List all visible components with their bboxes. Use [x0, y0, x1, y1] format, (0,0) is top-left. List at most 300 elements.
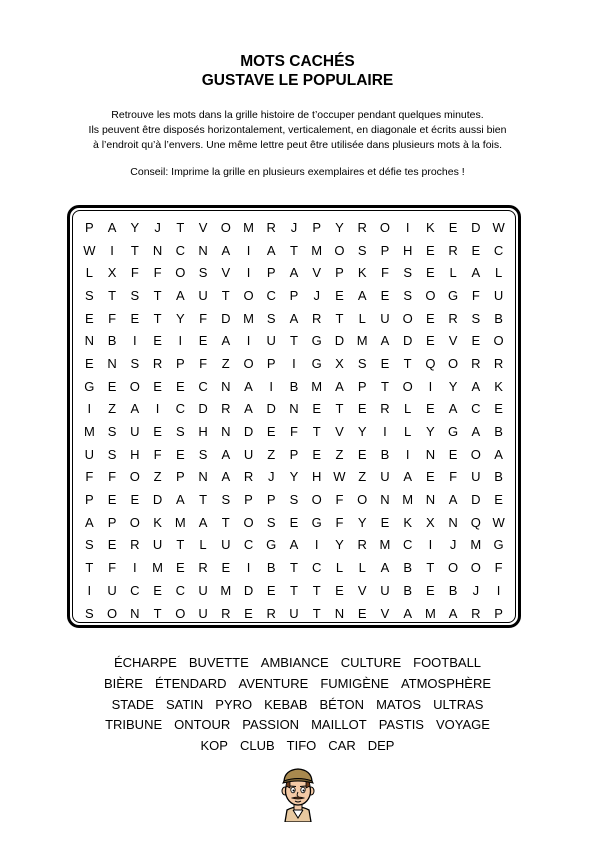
grid-cell[interactable]: G — [493, 537, 504, 553]
grid-cell[interactable]: T — [290, 560, 298, 576]
grid-cell[interactable]: I — [133, 333, 137, 349]
grid-cell[interactable]: W — [492, 219, 505, 235]
grid-cell[interactable]: U — [243, 446, 254, 462]
grid-cell[interactable]: F — [449, 469, 458, 485]
grid-cell[interactable]: O — [357, 492, 368, 508]
grid-cell[interactable]: V — [448, 333, 458, 349]
grid-cell[interactable]: E — [357, 401, 367, 417]
grid-cell[interactable]: C — [198, 378, 208, 394]
grid-cell[interactable]: R — [357, 537, 367, 553]
grid-cell[interactable]: A — [448, 401, 458, 417]
grid-cell[interactable]: F — [153, 265, 162, 281]
grid-cell[interactable]: A — [244, 378, 253, 394]
grid-cell[interactable]: E — [357, 446, 367, 462]
grid-cell[interactable]: N — [425, 492, 436, 508]
grid-cell[interactable]: G — [311, 355, 322, 371]
grid-cell[interactable]: D — [221, 310, 231, 326]
grid-cell[interactable]: F — [108, 310, 117, 326]
grid-cell[interactable]: I — [383, 424, 387, 440]
grid-cell[interactable]: D — [198, 401, 208, 417]
grid-cell[interactable]: O — [448, 560, 459, 576]
grid-cell[interactable]: Z — [153, 469, 162, 485]
grid-cell[interactable]: A — [471, 424, 481, 440]
grid-cell[interactable]: N — [84, 333, 95, 349]
grid-cell[interactable]: T — [153, 287, 162, 303]
grid-cell[interactable]: O — [175, 605, 186, 621]
grid-cell[interactable]: E — [107, 492, 117, 508]
grid-cell[interactable]: R — [448, 242, 458, 258]
grid-cell[interactable]: C — [175, 401, 185, 417]
grid-cell[interactable]: R — [130, 537, 140, 553]
grid-cell[interactable]: E — [175, 560, 185, 576]
grid-cell[interactable]: R — [312, 310, 322, 326]
grid-cell[interactable]: Y — [175, 310, 185, 326]
grid-cell[interactable]: N — [380, 492, 390, 508]
grid-cell[interactable]: A — [221, 446, 231, 462]
grid-cell[interactable]: O — [243, 514, 254, 530]
grid-cell[interactable]: I — [246, 333, 251, 349]
grid-cell[interactable]: M — [152, 560, 163, 576]
grid-cell[interactable]: Y — [335, 537, 344, 553]
grid-cell[interactable]: A — [130, 401, 140, 417]
grid-cell[interactable]: E — [85, 355, 94, 371]
grid-cell[interactable]: H — [402, 242, 413, 258]
grid-cell[interactable]: L — [404, 401, 412, 417]
grid-cell[interactable]: A — [221, 469, 231, 485]
grid-cell[interactable]: E — [289, 514, 299, 530]
grid-cell[interactable]: Y — [335, 219, 344, 235]
grid-cell[interactable]: P — [357, 378, 367, 394]
grid-cell[interactable]: U — [266, 333, 276, 349]
grid-cell[interactable]: R — [198, 560, 208, 576]
grid-cell[interactable]: G — [311, 333, 322, 349]
grid-cell[interactable]: O — [470, 560, 481, 576]
grid-cell[interactable]: M — [243, 219, 254, 235]
grid-cell[interactable]: E — [380, 287, 390, 303]
grid-cell[interactable]: A — [448, 605, 458, 621]
grid-cell[interactable]: V — [335, 424, 344, 440]
grid-cell[interactable]: N — [425, 446, 436, 462]
grid-cell[interactable]: P — [175, 355, 185, 371]
grid-cell[interactable]: S — [130, 287, 140, 303]
grid-cell[interactable]: A — [244, 401, 253, 417]
grid-cell[interactable]: B — [494, 469, 503, 485]
grid-cell[interactable]: P — [289, 446, 299, 462]
grid-cell[interactable]: F — [199, 355, 208, 371]
grid-cell[interactable]: O — [243, 355, 254, 371]
grid-cell[interactable]: U — [380, 469, 390, 485]
grid-cell[interactable]: X — [107, 265, 117, 281]
grid-cell[interactable]: T — [335, 310, 344, 326]
grid-cell[interactable]: O — [243, 287, 254, 303]
grid-cell[interactable]: E — [266, 424, 276, 440]
grid-cell[interactable]: E — [471, 242, 481, 258]
grid-cell[interactable]: T — [153, 310, 162, 326]
grid-cell[interactable]: T — [290, 242, 298, 258]
grid-cell[interactable]: P — [175, 469, 185, 485]
grid-cell[interactable]: E — [153, 378, 162, 394]
grid-cell[interactable]: A — [175, 492, 185, 508]
grid-cell[interactable]: Y — [130, 219, 140, 235]
grid-cell[interactable]: B — [266, 560, 276, 576]
grid-cell[interactable]: I — [314, 537, 319, 553]
grid-cell[interactable]: M — [379, 537, 391, 553]
grid-cell[interactable]: S — [85, 537, 94, 553]
grid-cell[interactable]: U — [130, 424, 140, 440]
grid-cell[interactable]: U — [380, 582, 390, 598]
grid-cell[interactable]: T — [108, 287, 117, 303]
grid-cell[interactable]: E — [266, 582, 276, 598]
grid-cell[interactable]: E — [448, 219, 458, 235]
grid-cell[interactable]: S — [107, 446, 117, 462]
grid-cell[interactable]: I — [428, 537, 433, 553]
grid-cell[interactable]: E — [426, 310, 435, 326]
grid-cell[interactable]: X — [426, 514, 435, 530]
grid-cell[interactable]: V — [312, 265, 322, 281]
grid-cell[interactable]: B — [403, 582, 412, 598]
grid-cell[interactable]: Z — [221, 355, 230, 371]
grid-cell[interactable]: Z — [267, 446, 276, 462]
grid-cell[interactable]: F — [130, 265, 139, 281]
grid-cell[interactable]: T — [380, 378, 389, 394]
grid-cell[interactable]: F — [153, 446, 162, 462]
grid-cell[interactable]: M — [220, 582, 232, 598]
grid-cell[interactable]: S — [130, 355, 140, 371]
grid-cell[interactable]: I — [405, 219, 410, 235]
grid-cell[interactable]: G — [84, 378, 95, 394]
grid-cell[interactable]: T — [290, 582, 298, 598]
grid-cell[interactable]: O — [425, 287, 436, 303]
grid-cell[interactable]: B — [380, 446, 390, 462]
grid-cell[interactable]: L — [85, 265, 93, 281]
grid-cell[interactable]: E — [494, 492, 503, 508]
grid-cell[interactable]: Z — [108, 401, 117, 417]
grid-cell[interactable]: A — [221, 242, 231, 258]
grid-cell[interactable]: E — [380, 355, 390, 371]
grid-cell[interactable]: T — [85, 560, 94, 576]
grid-cell[interactable]: N — [289, 401, 299, 417]
grid-cell[interactable]: S — [266, 514, 276, 530]
grid-cell[interactable]: J — [154, 219, 161, 235]
grid-cell[interactable]: R — [448, 310, 458, 326]
grid-cell[interactable]: D — [152, 492, 163, 508]
grid-cell[interactable]: E — [107, 537, 117, 553]
grid-cell[interactable]: A — [85, 514, 94, 530]
grid-cell[interactable]: I — [246, 242, 251, 258]
grid-cell[interactable]: A — [289, 537, 299, 553]
grid-cell[interactable]: U — [471, 469, 481, 485]
grid-cell[interactable]: O — [334, 242, 345, 258]
grid-cell[interactable]: L — [199, 537, 207, 553]
grid-cell[interactable]: V — [380, 605, 390, 621]
grid-cell[interactable]: D — [243, 582, 254, 598]
grid-cell[interactable]: F — [108, 560, 117, 576]
grid-cell[interactable]: C — [266, 287, 276, 303]
grid-cell[interactable]: C — [493, 242, 504, 258]
grid-cell[interactable]: K — [494, 378, 503, 394]
grid-cell[interactable]: G — [266, 537, 277, 553]
grid-cell[interactable]: B — [494, 424, 503, 440]
grid-cell[interactable]: D — [471, 492, 481, 508]
grid-cell[interactable]: E — [153, 582, 162, 598]
grid-cell[interactable]: T — [335, 401, 344, 417]
grid-cell[interactable]: E — [426, 265, 435, 281]
grid-cell[interactable]: O — [402, 310, 413, 326]
grid-cell[interactable]: Z — [358, 469, 367, 485]
grid-cell[interactable]: E — [175, 446, 185, 462]
grid-cell[interactable]: O — [470, 446, 481, 462]
grid-cell[interactable]: F — [494, 560, 503, 576]
grid-cell[interactable]: L — [404, 424, 412, 440]
grid-cell[interactable]: T — [221, 514, 230, 530]
grid-cell[interactable]: N — [198, 469, 208, 485]
grid-cell[interactable]: E — [130, 492, 140, 508]
grid-cell[interactable]: P — [380, 242, 390, 258]
grid-cell[interactable]: P — [244, 492, 253, 508]
grid-cell[interactable]: F — [85, 469, 94, 485]
grid-cell[interactable]: T — [199, 492, 208, 508]
grid-cell[interactable]: R — [221, 401, 231, 417]
grid-cell[interactable]: P — [289, 287, 299, 303]
grid-cell[interactable]: S — [198, 265, 208, 281]
grid-cell[interactable]: N — [221, 424, 231, 440]
grid-cell[interactable]: R — [380, 401, 390, 417]
grid-cell[interactable]: B — [107, 333, 117, 349]
grid-cell[interactable]: T — [312, 424, 321, 440]
grid-cell[interactable]: C — [312, 560, 322, 576]
grid-cell[interactable]: Y — [357, 424, 367, 440]
grid-cell[interactable]: A — [289, 310, 299, 326]
grid-cell[interactable]: D — [334, 333, 345, 349]
grid-cell[interactable]: E — [130, 310, 140, 326]
grid-cell[interactable]: P — [312, 219, 322, 235]
grid-cell[interactable]: U — [84, 446, 95, 462]
grid-cell[interactable]: S — [107, 424, 117, 440]
grid-cell[interactable]: A — [221, 333, 231, 349]
grid-cell[interactable]: M — [83, 424, 95, 440]
grid-cell[interactable]: P — [85, 492, 94, 508]
grid-cell[interactable]: U — [493, 287, 504, 303]
grid-cell[interactable]: M — [356, 333, 368, 349]
grid-cell[interactable]: E — [335, 287, 344, 303]
grid-cell[interactable]: M — [243, 310, 254, 326]
grid-cell[interactable]: J — [267, 469, 275, 485]
grid-cell[interactable]: C — [175, 242, 185, 258]
grid-cell[interactable]: L — [358, 560, 366, 576]
grid-cell[interactable]: T — [176, 219, 185, 235]
grid-cell[interactable]: U — [198, 287, 208, 303]
grid-cell[interactable]: A — [471, 378, 481, 394]
grid-cell[interactable]: Y — [448, 378, 458, 394]
grid-cell[interactable]: K — [153, 514, 162, 530]
grid-cell[interactable]: A — [107, 219, 117, 235]
grid-cell[interactable]: O — [220, 219, 231, 235]
grid-cell[interactable]: E — [244, 605, 253, 621]
grid-cell[interactable]: W — [333, 469, 346, 485]
grid-cell[interactable]: S — [403, 265, 412, 281]
grid-cell[interactable]: I — [269, 378, 274, 394]
grid-cell[interactable]: Q — [425, 355, 436, 371]
grid-cell[interactable]: A — [448, 492, 458, 508]
grid-cell[interactable]: A — [335, 378, 344, 394]
grid-cell[interactable]: A — [289, 265, 299, 281]
grid-cell[interactable]: N — [152, 242, 163, 258]
grid-cell[interactable]: E — [312, 401, 322, 417]
grid-cell[interactable]: F — [471, 287, 480, 303]
grid-cell[interactable]: R — [357, 219, 367, 235]
grid-cell[interactable]: I — [178, 333, 183, 349]
grid-cell[interactable]: E — [221, 560, 231, 576]
grid-cell[interactable]: M — [311, 378, 323, 394]
grid-cell[interactable]: O — [129, 469, 140, 485]
grid-cell[interactable]: I — [87, 401, 92, 417]
grid-cell[interactable]: T — [312, 605, 321, 621]
grid-cell[interactable]: G — [448, 287, 459, 303]
grid-cell[interactable]: S — [289, 492, 299, 508]
grid-cell[interactable]: G — [311, 514, 322, 530]
grid-cell[interactable]: R — [471, 355, 481, 371]
grid-cell[interactable]: E — [153, 333, 162, 349]
grid-cell[interactable]: W — [83, 242, 96, 258]
grid-cell[interactable]: D — [402, 333, 413, 349]
grid-cell[interactable]: E — [357, 605, 367, 621]
grid-cell[interactable]: O — [107, 605, 118, 621]
grid-cell[interactable]: C — [402, 537, 413, 553]
grid-cell[interactable]: X — [335, 355, 344, 371]
grid-cell[interactable]: C — [130, 582, 140, 598]
grid-cell[interactable]: O — [493, 333, 504, 349]
grid-cell[interactable]: I — [428, 378, 433, 394]
grid-cell[interactable]: T — [403, 355, 412, 371]
grid-cell[interactable]: I — [246, 265, 251, 281]
grid-cell[interactable]: F — [290, 424, 298, 440]
grid-cell[interactable]: R — [493, 355, 504, 371]
grid-cell[interactable]: V — [198, 219, 208, 235]
grid-cell[interactable]: H — [198, 424, 208, 440]
grid-cell[interactable]: E — [448, 446, 458, 462]
grid-cell[interactable]: F — [199, 310, 208, 326]
grid-cell[interactable]: L — [494, 265, 503, 281]
grid-cell[interactable]: E — [494, 401, 503, 417]
grid-cell[interactable]: T — [176, 537, 185, 553]
grid-cell[interactable]: A — [266, 242, 276, 258]
grid-cell[interactable]: N — [221, 378, 231, 394]
grid-cell[interactable]: O — [129, 378, 140, 394]
grid-cell[interactable]: F — [380, 265, 389, 281]
grid-cell[interactable]: N — [448, 514, 458, 530]
grid-cell[interactable]: C — [175, 582, 185, 598]
grid-cell[interactable]: I — [133, 560, 137, 576]
grid-cell[interactable]: A — [403, 469, 412, 485]
grid-cell[interactable]: C — [243, 537, 254, 553]
grid-cell[interactable]: I — [292, 355, 296, 371]
grid-cell[interactable]: J — [290, 219, 298, 235]
grid-cell[interactable]: M — [174, 514, 186, 530]
grid-cell[interactable]: E — [426, 582, 435, 598]
grid-cell[interactable]: M — [470, 537, 482, 553]
grid-cell[interactable]: A — [380, 333, 390, 349]
grid-cell[interactable]: N — [334, 605, 345, 621]
grid-cell[interactable]: I — [246, 560, 251, 576]
grid-cell[interactable]: U — [198, 582, 208, 598]
grid-cell[interactable]: O — [175, 265, 186, 281]
grid-cell[interactable]: Y — [426, 424, 435, 440]
grid-cell[interactable]: C — [471, 401, 481, 417]
grid-cell[interactable]: P — [266, 265, 276, 281]
grid-cell[interactable]: S — [357, 355, 367, 371]
grid-cell[interactable]: E — [335, 582, 344, 598]
grid-cell[interactable]: A — [403, 605, 412, 621]
grid-cell[interactable]: O — [311, 492, 322, 508]
grid-cell[interactable]: T — [221, 287, 230, 303]
grid-cell[interactable]: B — [494, 310, 503, 326]
grid-cell[interactable]: I — [496, 582, 501, 598]
grid-cell[interactable]: E — [107, 378, 117, 394]
grid-cell[interactable]: I — [155, 401, 160, 417]
grid-cell[interactable]: A — [357, 287, 367, 303]
grid-cell[interactable]: S — [198, 446, 208, 462]
grid-cell[interactable]: P — [85, 219, 94, 235]
grid-cell[interactable]: V — [221, 265, 231, 281]
grid-cell[interactable]: E — [153, 424, 162, 440]
grid-cell[interactable]: Y — [357, 514, 367, 530]
grid-cell[interactable]: D — [266, 401, 276, 417]
grid-cell[interactable]: U — [289, 605, 299, 621]
grid-cell[interactable]: R — [266, 605, 276, 621]
grid-cell[interactable]: E — [426, 469, 435, 485]
grid-cell[interactable]: U — [380, 310, 390, 326]
grid-cell[interactable]: O — [129, 514, 140, 530]
grid-cell[interactable]: S — [471, 310, 481, 326]
grid-cell[interactable]: J — [449, 537, 457, 553]
grid-cell[interactable]: Y — [289, 469, 299, 485]
grid-cell[interactable]: R — [266, 219, 276, 235]
grid-cell[interactable]: O — [379, 219, 390, 235]
grid-cell[interactable]: N — [107, 355, 117, 371]
grid-cell[interactable]: V — [357, 582, 367, 598]
grid-cell[interactable]: S — [85, 287, 94, 303]
grid-cell[interactable]: U — [198, 605, 208, 621]
letter-grid[interactable] — [78, 216, 510, 624]
grid-cell[interactable]: U — [152, 537, 163, 553]
grid-cell[interactable]: O — [402, 378, 413, 394]
grid-cell[interactable]: B — [448, 582, 458, 598]
grid-cell[interactable]: Q — [470, 514, 481, 530]
grid-cell[interactable]: E — [380, 514, 390, 530]
grid-cell[interactable]: E — [198, 333, 208, 349]
grid-cell[interactable]: P — [266, 492, 276, 508]
grid-cell[interactable]: T — [312, 582, 321, 598]
grid-cell[interactable]: D — [243, 424, 254, 440]
grid-cell[interactable]: A — [494, 446, 503, 462]
grid-cell[interactable]: T — [290, 333, 298, 349]
grid-cell[interactable]: A — [175, 287, 185, 303]
grid-cell[interactable]: M — [424, 605, 436, 621]
grid-cell[interactable]: U — [221, 537, 231, 553]
grid-cell[interactable]: J — [313, 287, 320, 303]
grid-cell[interactable]: E — [85, 310, 94, 326]
grid-cell[interactable]: I — [405, 446, 410, 462]
grid-cell[interactable]: W — [492, 514, 505, 530]
grid-cell[interactable]: H — [130, 446, 140, 462]
grid-cell[interactable]: A — [471, 265, 481, 281]
grid-cell[interactable]: T — [426, 560, 435, 576]
grid-cell[interactable]: K — [357, 265, 367, 281]
grid-cell[interactable]: I — [110, 242, 114, 258]
grid-cell[interactable]: A — [198, 514, 208, 530]
grid-cell[interactable]: G — [448, 424, 459, 440]
grid-cell[interactable]: S — [221, 492, 231, 508]
